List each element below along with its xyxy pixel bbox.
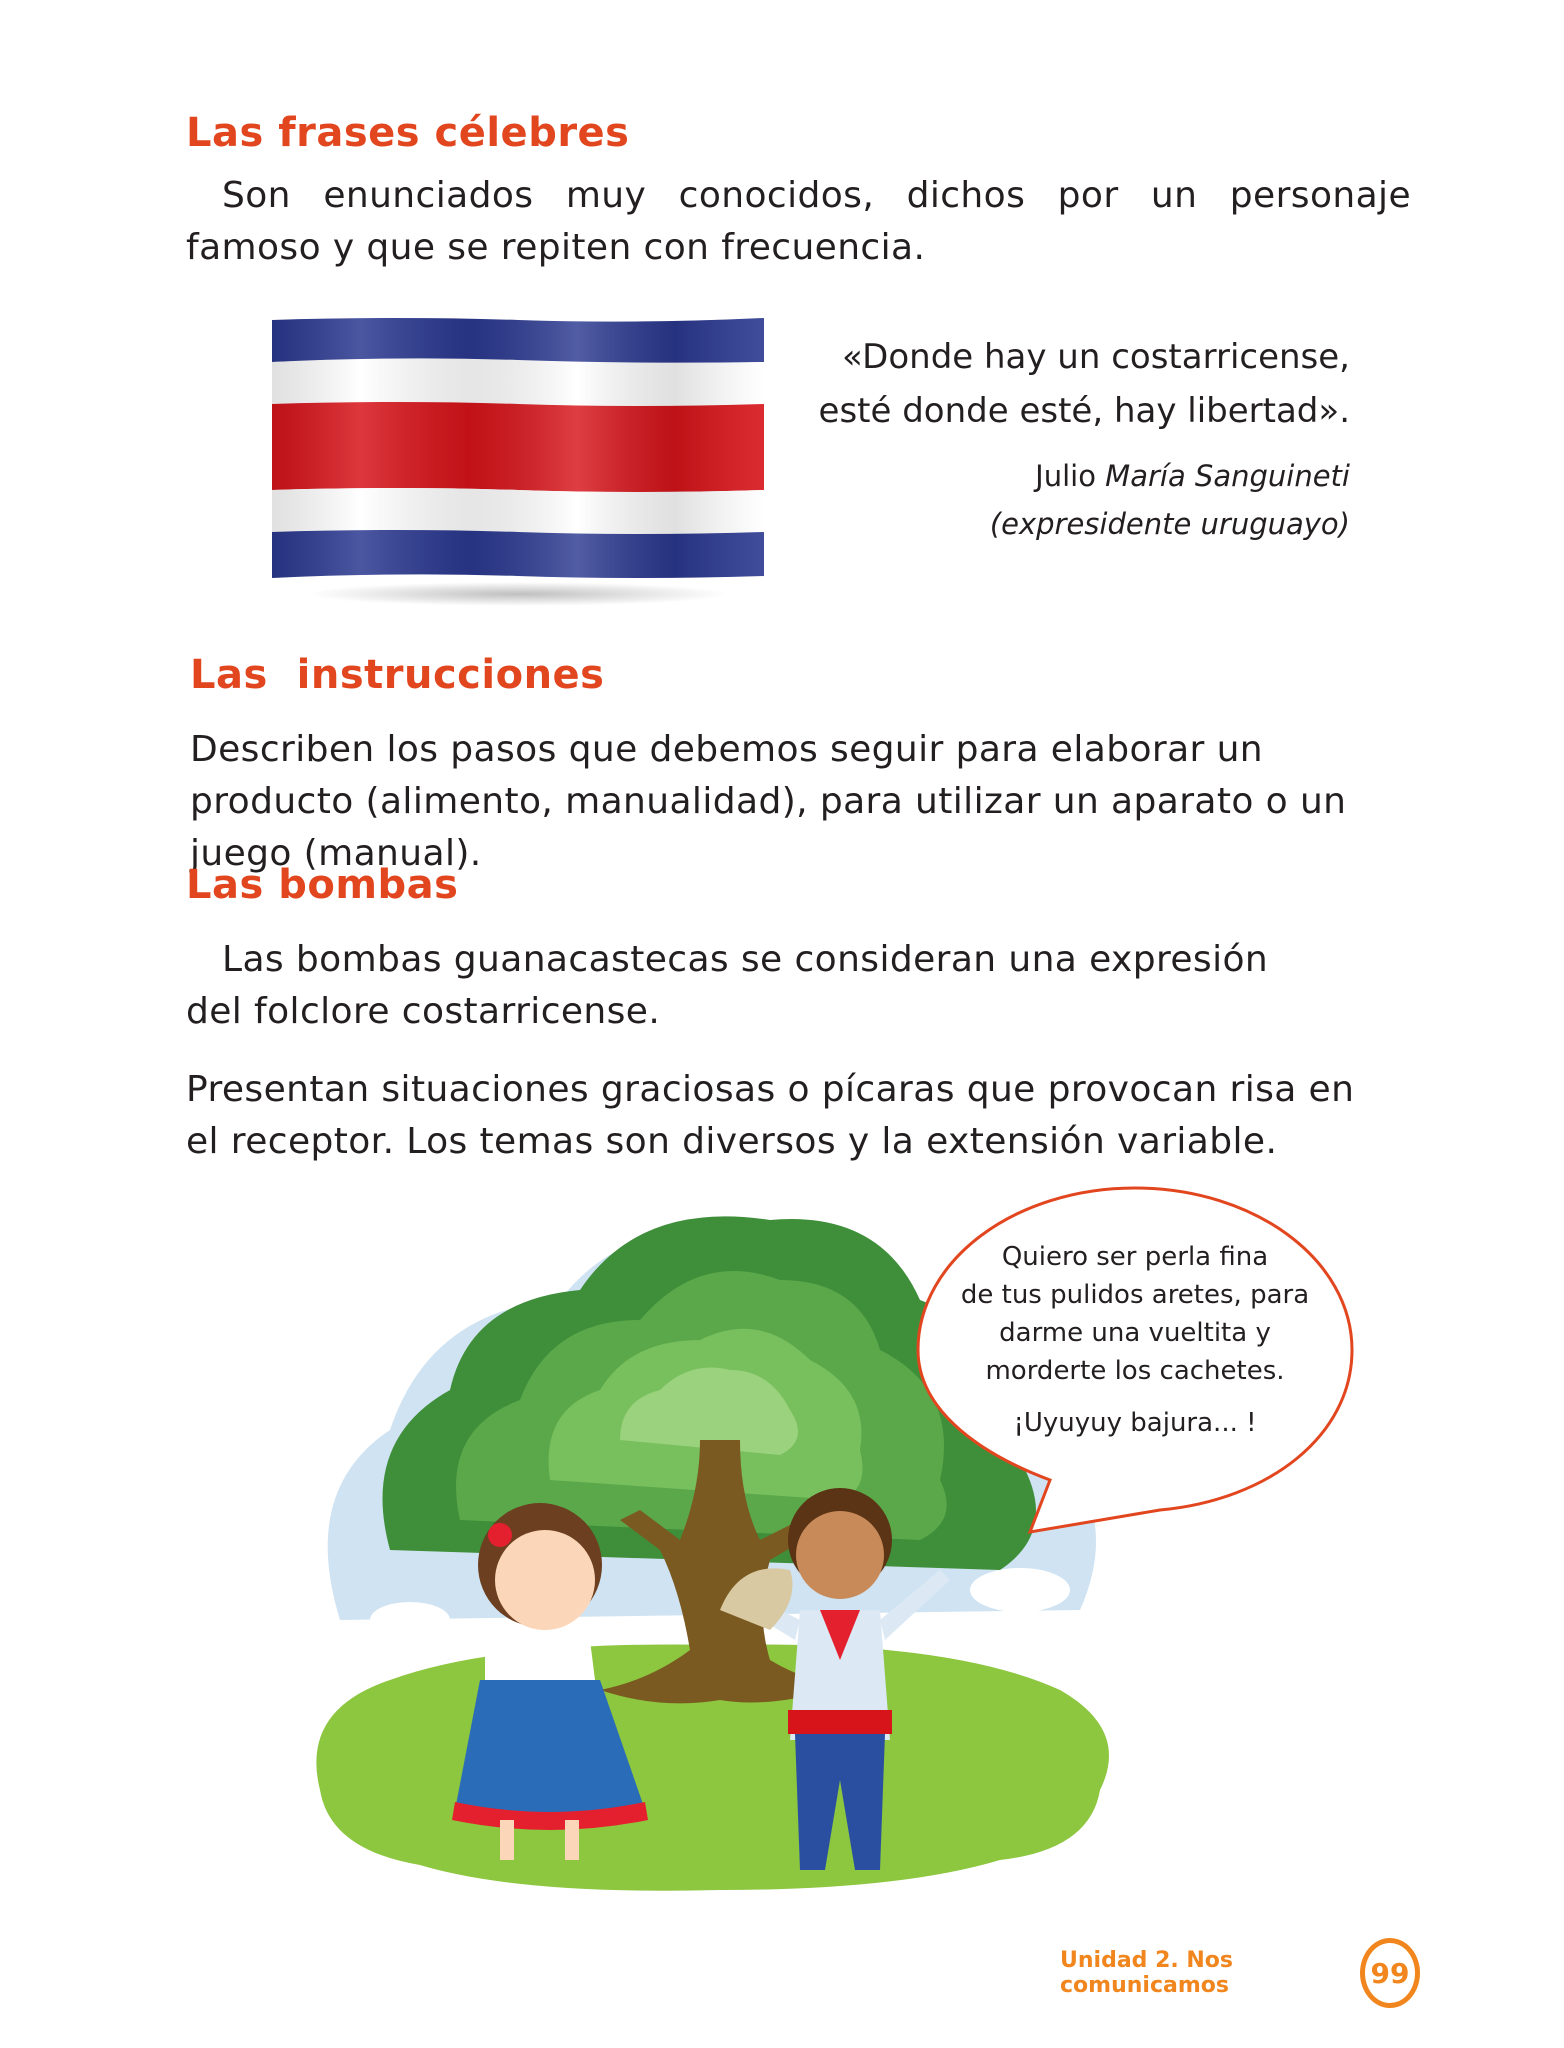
- section-text-frases: Son enunciados muy conocidos, dichos por un personaje famoso y que se repiten con frecuencia.: [186, 175, 1411, 268]
- bubble-line-3: darme una vueltita y: [999, 1318, 1271, 1348]
- quote-author: [790, 452, 1350, 500]
- unit-label: Unidad 2. Nos comunicamos: [1060, 1948, 1234, 1998]
- section-title-bombas: Las bombas: [186, 862, 459, 908]
- bubble-line-2: de tus pulidos aretes, para: [960, 1280, 1310, 1310]
- quote-line-1: «Donde hay un costarricense,: [841, 337, 1350, 377]
- section-text-bombas-1: Las bombas guanacastecas se consideran una expresión del folclore costarricense.: [186, 939, 1269, 1032]
- costa-rica-flag-image: [268, 316, 768, 606]
- quote-line-2: esté donde esté, hay libertad».: [818, 391, 1350, 431]
- section-title-frases: Las frases célebres: [186, 110, 630, 156]
- speech-bubble: [910, 1180, 1360, 1540]
- bubble-verse: [950, 1238, 1320, 1442]
- quote-author-role: (expresidente uruguayo): [989, 507, 1350, 541]
- bubble-exclamation: ¡Uyuyuy bajura... !: [1013, 1408, 1257, 1438]
- author-first-name: Julio: [1035, 459, 1106, 493]
- famous-quote: [790, 330, 1350, 548]
- page-number: 99: [1360, 1938, 1420, 2008]
- section-text-bombas-2: Presentan situaciones graciosas o pícaras que provocan risa en el receptor. Los temas son diversos y la extensión variable.: [186, 1069, 1355, 1162]
- bubble-line-4: morderte los cachetes.: [985, 1356, 1285, 1386]
- section-text-instrucciones: Describen los pasos que debemos seguir para elaborar un producto (alimento, manualidad), para utilizar un aparato o un juego (manual).: [190, 729, 1347, 874]
- bubble-line-1: Quiero ser perla fina: [1001, 1242, 1269, 1272]
- section-title-instrucciones: Las instrucciones: [190, 652, 605, 698]
- author-last-names: María Sanguineti: [1105, 459, 1350, 493]
- page-footer: [1060, 1938, 1420, 2008]
